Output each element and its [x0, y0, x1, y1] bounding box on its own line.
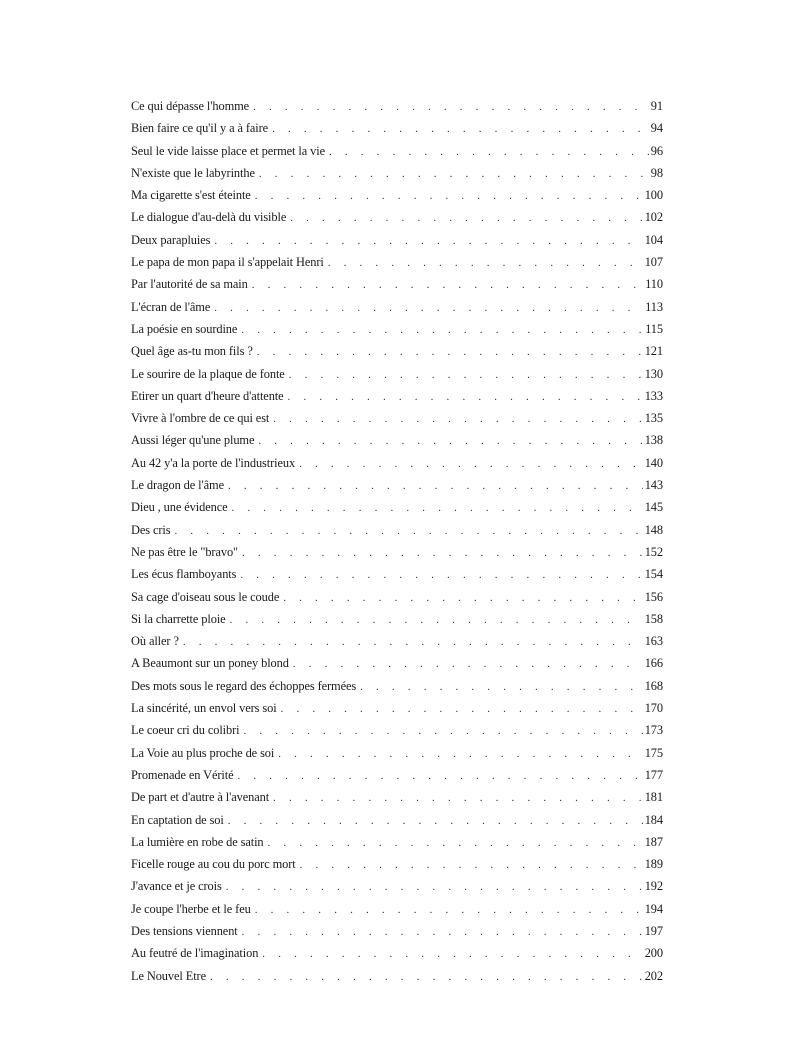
toc-entry-title: L'écran de l'âme	[131, 299, 211, 314]
toc-entry-page-number: 148	[644, 522, 663, 537]
toc-entry-title: Si la charrette ploie	[131, 611, 226, 626]
toc-dot-leader	[278, 748, 642, 760]
toc-dot-leader	[237, 770, 642, 782]
toc-entry-title: Le dragon de l'âme	[131, 478, 224, 493]
toc-entry-title: Etirer un quart d'heure d'attente	[131, 388, 284, 403]
toc-dot-leader	[232, 502, 643, 514]
toc-entry-title: Bien faire ce qu'il y a à faire	[131, 121, 269, 136]
toc-dot-leader	[230, 614, 643, 626]
toc-entry-page-number: 152	[644, 544, 663, 559]
toc-dot-leader	[226, 881, 643, 893]
toc-entry-title: Promenade en Vérité	[131, 767, 234, 782]
toc-dot-leader	[242, 547, 643, 559]
toc-entry	[131, 946, 663, 968]
toc-entry	[131, 523, 663, 545]
toc-dot-leader	[262, 948, 642, 960]
toc-entry-title: Des mots sous le regard des échoppes fermées	[131, 678, 357, 693]
toc-entry-page-number: 173	[644, 723, 663, 738]
toc-entry-title: En captation de soi	[131, 812, 224, 827]
toc-entry-page-number: 194	[644, 901, 663, 916]
toc-entry-page-number: 140	[644, 455, 663, 470]
toc-entry	[131, 835, 663, 857]
toc-entry-title: J'avance et je crois	[131, 879, 222, 894]
toc-dot-leader	[214, 302, 643, 314]
toc-entry	[131, 411, 663, 433]
toc-entry	[131, 210, 663, 232]
toc-entry-title: Seul le vide laisse place et permet la vie	[131, 143, 325, 158]
toc-entry	[131, 723, 663, 745]
toc-dot-leader	[243, 725, 642, 737]
toc-dot-leader	[290, 212, 642, 224]
toc-entry-page-number: 130	[644, 366, 663, 381]
toc-entry-page-number: 113	[645, 299, 663, 314]
toc-dot-leader	[299, 458, 643, 470]
toc-entry-title: Vivre à l'ombre de ce qui est	[131, 411, 270, 426]
toc-entry	[131, 144, 663, 166]
toc-entry	[131, 545, 663, 567]
toc-dot-leader	[273, 413, 642, 425]
toc-dot-leader	[241, 324, 643, 336]
toc-entry-page-number: 184	[644, 812, 663, 827]
toc-entry-page-number: 100	[644, 188, 663, 203]
toc-entry-page-number: 115	[645, 321, 663, 336]
toc-dot-leader	[281, 703, 643, 715]
toc-dot-leader	[242, 926, 643, 938]
toc-dot-leader	[255, 904, 643, 916]
toc-entry-title: Le dialogue d'au-delà du visible	[131, 210, 287, 225]
toc-dot-leader	[240, 569, 642, 581]
toc-entry-title: Des tensions viennent	[131, 923, 238, 938]
toc-dot-leader	[183, 636, 643, 648]
table-of-contents	[131, 99, 663, 991]
toc-dot-leader	[214, 235, 642, 247]
toc-entry-title: Par l'autorité de sa main	[131, 277, 248, 292]
toc-entry	[131, 857, 663, 879]
toc-entry	[131, 188, 663, 210]
toc-entry-page-number: 133	[644, 388, 663, 403]
toc-entry-title: Où aller ?	[131, 634, 179, 649]
toc-entry-page-number: 121	[644, 344, 663, 359]
toc-entry	[131, 456, 663, 478]
toc-dot-leader	[288, 391, 643, 403]
toc-entry-page-number: 110	[645, 277, 663, 292]
toc-entry	[131, 389, 663, 411]
toc-entry-page-number: 177	[644, 767, 663, 782]
toc-entry-page-number: 156	[644, 589, 663, 604]
toc-entry-page-number: 175	[644, 745, 663, 760]
toc-entry	[131, 500, 663, 522]
toc-entry-title: Quel âge as-tu mon fils ?	[131, 344, 253, 359]
toc-entry	[131, 701, 663, 723]
toc-entry	[131, 121, 663, 143]
toc-entry-page-number: 145	[644, 500, 663, 515]
toc-entry	[131, 367, 663, 389]
toc-entry-page-number: 181	[644, 790, 663, 805]
toc-entry	[131, 634, 663, 656]
toc-entry-title: La Voie au plus proche de soi	[131, 745, 275, 760]
toc-entry-page-number: 189	[644, 857, 663, 872]
toc-entry-title: Le sourire de la plaque de fonte	[131, 366, 285, 381]
toc-dot-leader	[255, 190, 643, 202]
toc-entry-title: N'existe que le labyrinthe	[131, 165, 255, 180]
toc-entry-page-number: 166	[644, 656, 663, 671]
toc-entry-title: Des cris	[131, 522, 171, 537]
toc-entry	[131, 478, 663, 500]
toc-entry	[131, 790, 663, 812]
toc-entry-title: Sa cage d'oiseau sous le coude	[131, 589, 280, 604]
toc-dot-leader	[253, 101, 649, 113]
toc-entry-title: Le coeur cri du colibri	[131, 723, 240, 738]
toc-entry-page-number: 135	[644, 411, 663, 426]
toc-entry	[131, 969, 663, 991]
toc-dot-leader	[300, 859, 643, 871]
toc-entry-title: La poésie en sourdine	[131, 321, 238, 336]
toc-entry-page-number: 143	[644, 478, 663, 493]
toc-dot-leader	[273, 792, 643, 804]
toc-entry	[131, 344, 663, 366]
toc-entry-title: Dieu , une évidence	[131, 500, 228, 515]
toc-entry-title: Deux parapluies	[131, 232, 211, 247]
toc-entry	[131, 746, 663, 768]
toc-dot-leader	[252, 279, 643, 291]
toc-dot-leader	[259, 168, 649, 180]
toc-entry-title: Les écus flamboyants	[131, 567, 237, 582]
toc-entry	[131, 322, 663, 344]
toc-entry-page-number: 158	[644, 611, 663, 626]
toc-entry-page-number: 138	[644, 433, 663, 448]
toc-entry-title: Ce qui dépasse l'homme	[131, 99, 250, 113]
toc-entry	[131, 567, 663, 589]
toc-dot-leader	[258, 435, 642, 447]
toc-dot-leader	[289, 369, 643, 381]
toc-entry-title: Au 42 y'a la porte de l'industrieux	[131, 455, 296, 470]
toc-entry-title: Aussi léger qu'une plume	[131, 433, 255, 448]
toc-dot-leader	[272, 123, 649, 135]
toc-dot-leader	[329, 146, 649, 158]
toc-dot-leader	[360, 681, 643, 693]
toc-dot-leader	[228, 815, 643, 827]
toc-entry-title: La lumière en robe de satin	[131, 834, 264, 849]
toc-entry	[131, 902, 663, 924]
toc-entry-page-number: 163	[644, 634, 663, 649]
toc-entry-page-number: 98	[650, 165, 663, 180]
toc-entry	[131, 255, 663, 277]
toc-entry-title: Le papa de mon papa il s'appelait Henri	[131, 255, 324, 270]
toc-dot-leader	[228, 480, 643, 492]
toc-dot-leader	[210, 971, 643, 983]
toc-entry-title: Ficelle rouge au cou du porc mort	[131, 857, 296, 872]
toc-entry	[131, 879, 663, 901]
toc-entry	[131, 924, 663, 946]
toc-dot-leader	[283, 592, 642, 604]
toc-entry-page-number: 102	[644, 210, 663, 225]
toc-entry	[131, 300, 663, 322]
toc-dot-leader	[174, 525, 642, 537]
toc-entry-title: Ma cigarette s'est éteinte	[131, 188, 251, 203]
toc-entry-page-number: 91	[650, 99, 663, 113]
toc-entry	[131, 813, 663, 835]
toc-entry-title: Ne pas être le "bravo"	[131, 544, 238, 559]
toc-dot-leader	[268, 837, 643, 849]
toc-entry-title: A Beaumont sur un poney blond	[131, 656, 289, 671]
toc-entry	[131, 656, 663, 678]
toc-dot-leader	[257, 346, 643, 358]
toc-entry-page-number: 202	[644, 968, 663, 983]
toc-entry-page-number: 187	[644, 834, 663, 849]
toc-entry	[131, 233, 663, 255]
toc-entry-page-number: 170	[644, 701, 663, 716]
toc-dot-leader	[293, 658, 643, 670]
toc-entry-title: De part et d'autre à l'avenant	[131, 790, 270, 805]
toc-entry-page-number: 154	[644, 567, 663, 582]
toc-dot-leader	[328, 257, 643, 269]
toc-entry-page-number: 197	[644, 923, 663, 938]
toc-entry-page-number: 96	[650, 143, 663, 158]
toc-entry-page-number: 94	[650, 121, 663, 136]
toc-entry-title: La sincérité, un envol vers soi	[131, 701, 277, 716]
toc-entry-title: Le Nouvel Etre	[131, 968, 206, 983]
toc-entry	[131, 433, 663, 455]
toc-entry-page-number: 107	[644, 255, 663, 270]
toc-entry	[131, 768, 663, 790]
toc-entry	[131, 612, 663, 634]
toc-entry	[131, 590, 663, 612]
toc-entry-page-number: 200	[644, 946, 663, 961]
toc-entry-title: Je coupe l'herbe et le feu	[131, 901, 251, 916]
toc-entry-title: Au feutré de l'imagination	[131, 946, 259, 961]
toc-entry	[131, 679, 663, 701]
toc-entry	[131, 277, 663, 299]
toc-entry-page-number: 104	[644, 232, 663, 247]
toc-entry	[131, 99, 663, 121]
toc-entry-page-number: 192	[644, 879, 663, 894]
toc-entry-page-number: 168	[644, 678, 663, 693]
toc-entry	[131, 166, 663, 188]
